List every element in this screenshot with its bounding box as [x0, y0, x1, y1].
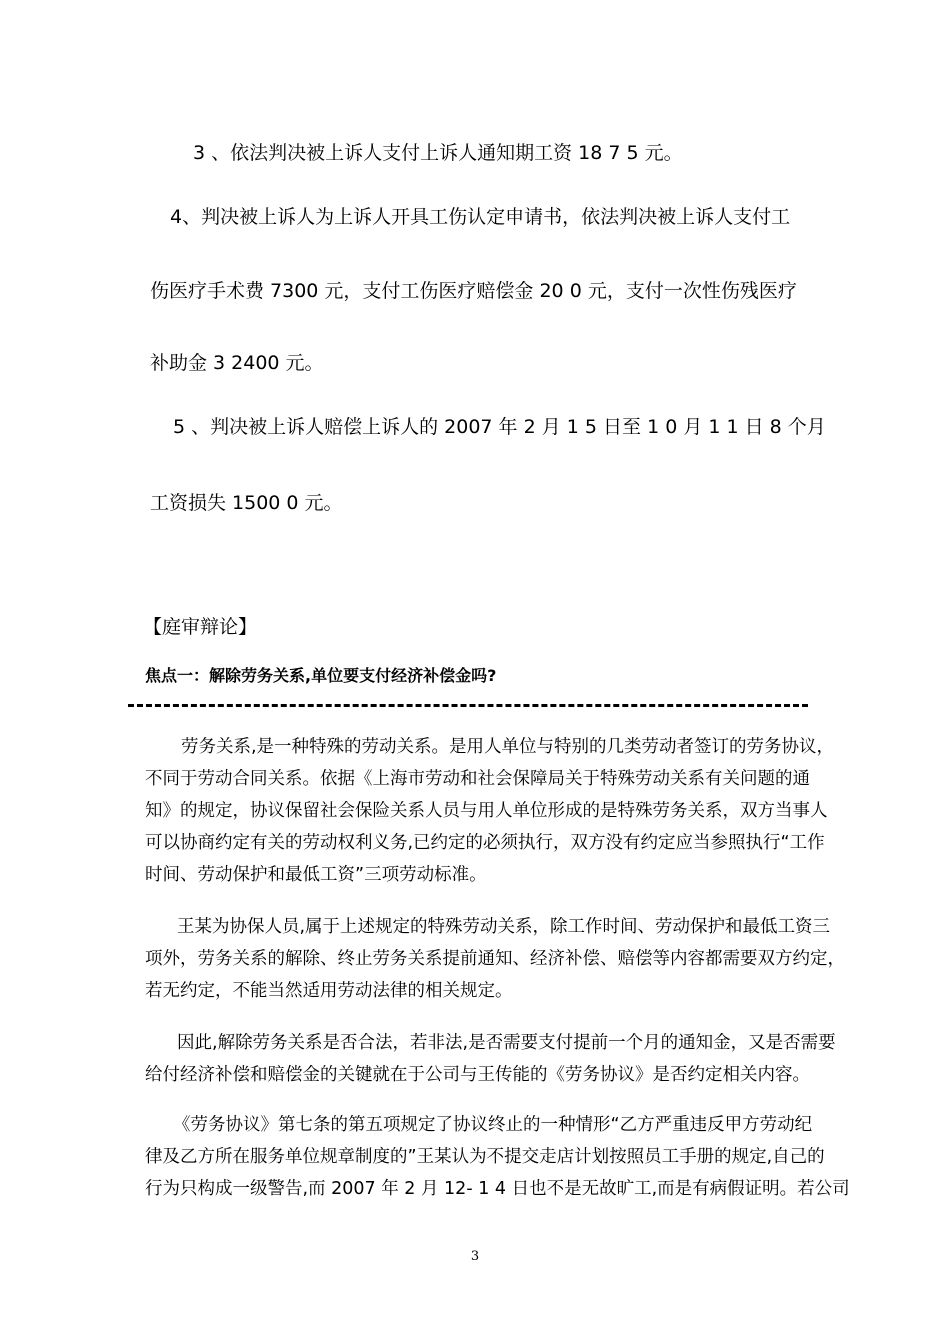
- page-number: 3: [470, 1249, 480, 1264]
- dashed-divider: [128, 704, 808, 707]
- focus-heading: 焦点一：解除劳务关系,单位要支付经济补偿金吗?: [145, 666, 497, 685]
- claim-item-3: 3 、依法判决被上诉人支付上诉人通知期工资 18 7 5 元。: [193, 142, 683, 164]
- body-line: 王某为协保人员,属于上述规定的特殊劳动关系，除工作时间、劳动保护和最低工资三: [177, 917, 831, 937]
- claim-item-4-line-3: 补助金 3 2400 元。: [150, 352, 324, 374]
- body-line: 可以协商约定有关的劳动权利义务,已约定的必须执行，双方没有约定应当参照执行“工作: [145, 833, 825, 853]
- body-line: 项外，劳务关系的解除、终止劳务关系提前通知、经济补偿、赔偿等内容都需要双方约定，: [145, 949, 845, 969]
- claim-item-4-line-1: 4、判决被上诉人为上诉人开具工伤认定申请书，依法判决被上诉人支付工: [170, 206, 791, 228]
- claim-item-5-line-2: 工资损失 1500 0 元。: [150, 492, 343, 514]
- section-title: 【庭审辩论】: [143, 616, 258, 638]
- body-line: 不同于劳动合同关系。依据《上海市劳动和社会保障局关于特殊劳动关系有关问题的通: [145, 769, 810, 789]
- body-line: 《劳务协议》第七条的第五项规定了协议终止的一种情形“乙方严重违反甲方劳动纪: [173, 1115, 813, 1135]
- claim-item-5-line-1: 5 、判决被上诉人赔偿上诉人的 2007 年 2 月 1 5 日至 1 0 月 1 1 日 8 个月: [173, 416, 826, 438]
- claim-item-4-line-2: 伤医疗手术费 7300 元，支付工伤医疗赔偿金 20 0 元，支付一次性伤残医疗: [150, 280, 797, 302]
- body-line: 若无约定，不能当然适用劳动法律的相关规定。: [145, 981, 513, 1001]
- body-line: 给付经济补偿和赔偿金的关键就在于公司与王传能的《劳务协议》是否约定相关内容。: [145, 1065, 810, 1085]
- body-line: 劳务关系,是一种特殊的劳动关系。是用人单位与特别的几类劳动者签订的劳务协议，: [181, 737, 835, 757]
- body-line: 时间、劳动保护和最低工资”三项劳动标准。: [145, 865, 487, 885]
- body-line: 因此,解除劳务关系是否合法，若非法,是否需要支付提前一个月的通知金，又是否需要: [177, 1033, 836, 1053]
- body-line: 知》的规定，协议保留社会保险关系人员与用人单位形成的是特殊劳务关系，双方当事人: [145, 801, 828, 821]
- body-line: 律及乙方所在服务单位规章制度的”王某认为不提交走店计划按照员工手册的规定,自己的: [145, 1147, 825, 1167]
- body-line: 行为只构成一级警告,而 2007 年 2 月 12- 1 4 日也不是无故旷工,而是有病假证明。若公司: [145, 1179, 850, 1199]
